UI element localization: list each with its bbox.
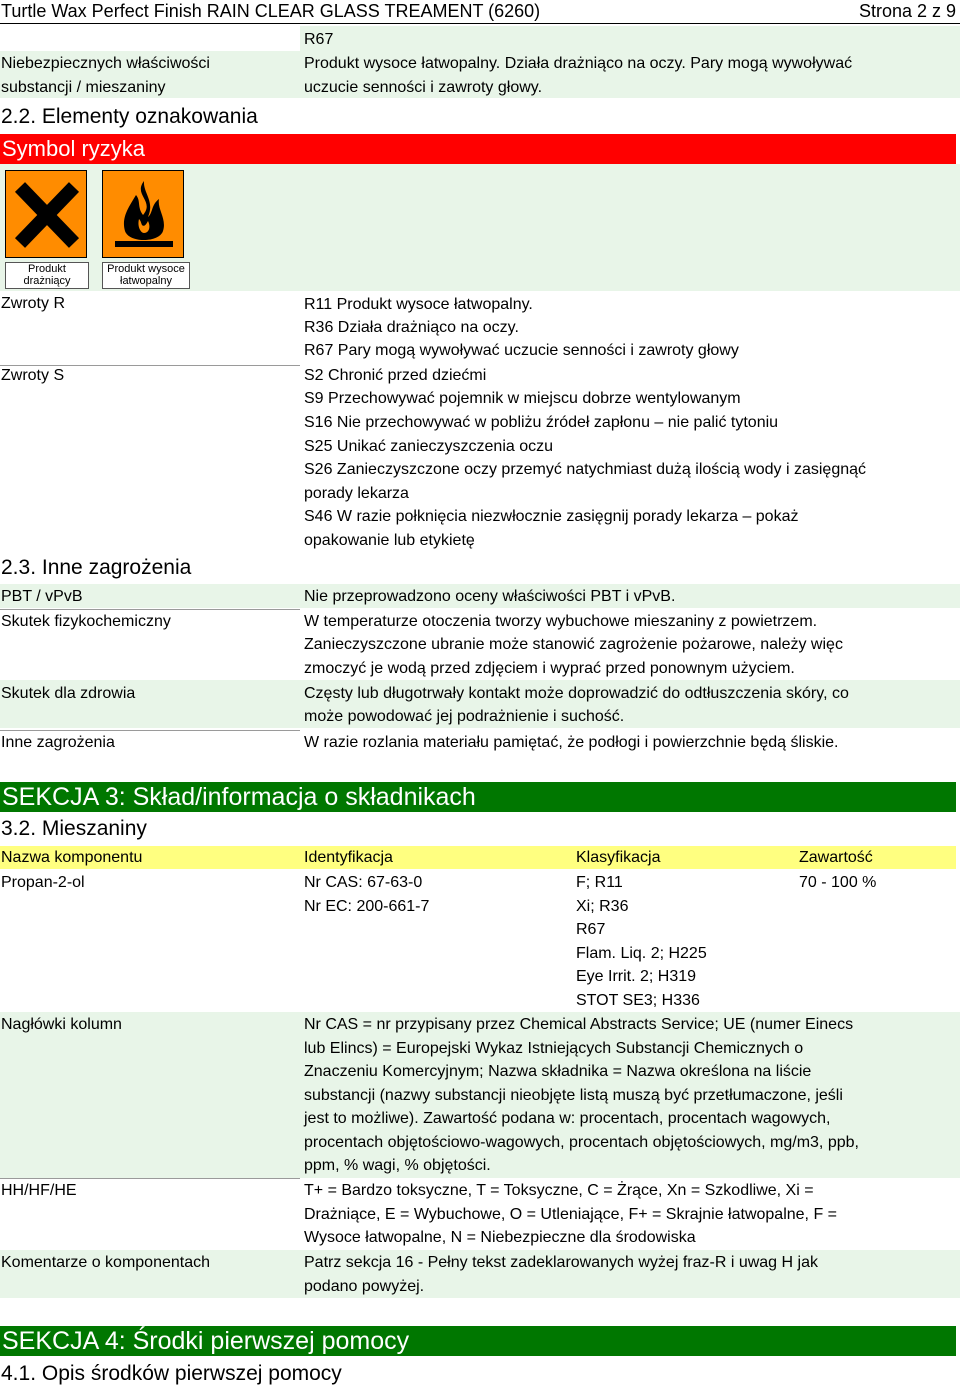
hazard-label-line: substancji / mieszaniny (1, 79, 166, 96)
note-text: procentach objętościowo-wagowych, procentach objętościowych, mg/m3, ppb, (304, 1134, 859, 1151)
s-phrase: S2 Chronić przed dziećmi (304, 367, 487, 384)
document-header (0, 0, 960, 24)
note-text: substancji (nazwy substancji nieobjęte listą muszą być przetłumaczone, jeśli (304, 1087, 843, 1104)
row-text: zmoczyć je wodą przed zdjęciem i wyprać przed ponownym użyciem. (304, 660, 795, 677)
component-classif: Flam. Liq. 2; H225 (576, 945, 707, 962)
r-phrase: R36 Działa drażniąco na oczy. (304, 319, 519, 336)
row-label: Skutek dla zdrowia (1, 685, 136, 702)
r-phrase: R67 Pary mogą wywoływać uczucie senności i zawroty głowy (304, 342, 739, 359)
s-phrase: S26 Zanieczyszczone oczy przemyć natychmiast dużą ilością wody i zasięgnąć (304, 461, 867, 478)
section-4-bar: SEKCJA 4: Środki pierwszej pomocy (0, 1326, 956, 1356)
section-2-2-heading: 2.2. Elementy oznakowania (1, 105, 258, 128)
note-text: Drażniące, E = Wybuchowe, O = Utleniające, F+ = Skrajnie łatwopalne, F = (304, 1206, 838, 1223)
col-header-classif: Klasyfikacja (576, 849, 661, 866)
component-ident: Nr EC: 200-661-7 (304, 898, 430, 915)
note-text: lub Elincs) = Europejski Wykaz Istniejących Substancji Chemicznych o (304, 1040, 804, 1057)
s-phrase: porady lekarza (304, 485, 409, 502)
hazard-text-line: Produkt wysoce łatwopalny. Działa drażniąco na oczy. Pary mogą wywoływać (304, 55, 853, 72)
row-text: W razie rozlania materiału pamiętać, że podłogi i powierzchnie będą śliskie. (304, 734, 839, 751)
component-content: 70 - 100 % (799, 874, 877, 891)
note-label: HH/HF/HE (1, 1182, 77, 1199)
col-header-ident: Identyfikacja (304, 849, 393, 866)
row-text: W temperaturze otoczenia tworzy wybuchowe mieszaniny z powietrzem. (304, 613, 818, 630)
note-text: podano powyżej. (304, 1278, 425, 1295)
note-text: ppm, % wagi, % objętości. (304, 1157, 491, 1174)
component-classif: R67 (576, 921, 606, 938)
component-classif: STOT SE3; H336 (576, 992, 700, 1009)
row-label: PBT / vPvB (1, 588, 83, 605)
r-phrase: R11 Produkt wysoce łatwopalny. (304, 296, 533, 313)
symbol-bar: Symbol ryzyka (0, 134, 956, 164)
s-phrase: S16 Nie przechowywać w pobliżu źródeł zapłonu – nie palić tytoniu (304, 414, 779, 431)
s-phrase: opakowanie lub etykietę (304, 532, 475, 549)
row-text: może powodować jej podrażnienie i suchość. (304, 708, 625, 725)
row-text: Nie przeprowadzono oceny właściwości PBT i vPvB. (304, 588, 676, 605)
hazard-label-line: Niebezpiecznych właściwości (1, 55, 210, 72)
document-title: Turtle Wax Perfect Finish RAIN CLEAR GLASS TREAMENT (6260) (1, 1, 541, 21)
s-phrase: S25 Unikać zanieczyszczenia oczu (304, 438, 554, 455)
mixture-table-header (0, 846, 956, 869)
section-3-2-heading: 3.2. Mieszaniny (1, 817, 147, 840)
row-text: Zanieczyszczone ubranie może stanowić zagrożenie pożarowe, należy więc (304, 636, 843, 653)
s-phrase: S46 W razie połknięcia niezwłocznie zasięgnij porady lekarza – pokaż (304, 508, 799, 525)
note-label: Nagłówki kolumn (1, 1016, 122, 1033)
note-text: Patrz sekcja 16 - Pełny tekst zadeklarowanych wyżej fraz-R i uwag H jak (304, 1254, 818, 1271)
s-phrases-label: Zwroty S (1, 367, 65, 384)
col-header-content: Zawartość (799, 849, 873, 866)
note-text: Znaczeniu Komercyjnym; Nazwa składnika = Nazwa określona na liście (304, 1063, 812, 1080)
page-number: Strona 2 z 9 (858, 1, 956, 21)
row-text: Częsty lub długotrwały kontakt może doprowadzić do odtłuszczenia skóry, co (304, 685, 849, 702)
component-name: Propan-2-ol (1, 874, 85, 891)
section-2-3-heading: 2.3. Inne zagrożenia (1, 556, 192, 579)
col-header-name: Nazwa komponentu (1, 849, 143, 866)
row-label: Skutek fizykochemiczny (1, 613, 171, 630)
row-label: Inne zagrożenia (1, 734, 115, 751)
harmful-x-icon (5, 170, 87, 258)
component-classif: Xi; R36 (576, 898, 629, 915)
pictogram-label: Produkt drażniący (5, 262, 89, 289)
note-label: Komentarze o komponentach (1, 1254, 211, 1271)
note-text: Wysoce łatwopalne, N = Niebezpieczne dla środowiska (304, 1229, 696, 1246)
component-classif: F; R11 (576, 874, 623, 891)
hazard-code: R67 (304, 31, 334, 48)
pictogram-label: Produkt wysoce łatwopalny (102, 262, 190, 289)
section-4-1-heading: 4.1. Opis środków pierwszej pomocy (1, 1362, 342, 1385)
component-ident: Nr CAS: 67-63-0 (304, 874, 423, 891)
note-text: Nr CAS = nr przypisany przez Chemical Abstracts Service; UE (numer Einecs (304, 1016, 854, 1033)
note-text: jest to możliwe). Zawartość podana w: procentach, procentach wagowych, (304, 1110, 831, 1127)
flame-icon (102, 170, 184, 258)
r-phrases-label: Zwroty R (1, 295, 65, 312)
hazard-text-line: uczucie senności i zawroty głowy. (304, 79, 543, 96)
section-3-bar: SEKCJA 3: Skład/informacja o składnikach (0, 782, 956, 812)
s-phrase: S9 Przechowywać pojemnik w miejscu dobrze wentylowanym (304, 390, 741, 407)
component-classif: Eye Irrit. 2; H319 (576, 968, 697, 985)
note-text: T+ = Bardzo toksyczne, T = Toksyczne, C = Żrące, Xn = Szkodliwe, Xi = (304, 1182, 814, 1199)
